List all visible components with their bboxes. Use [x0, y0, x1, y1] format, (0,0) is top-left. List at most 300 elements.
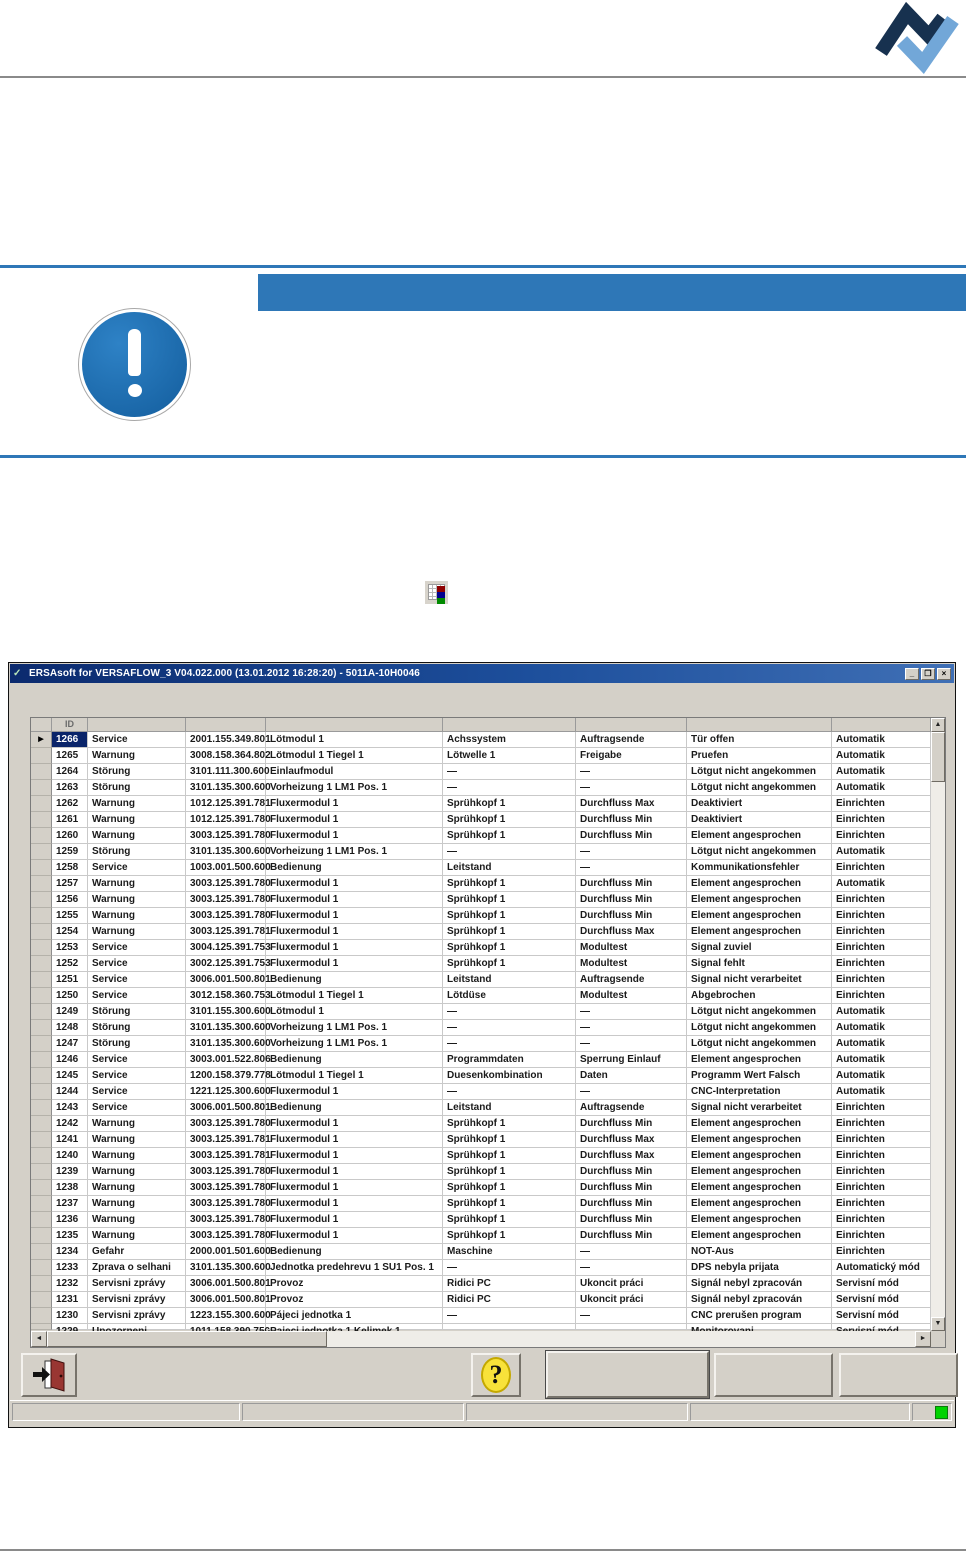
cell-id[interactable]: 1266: [52, 732, 88, 748]
row-select-marker[interactable]: [31, 1164, 52, 1180]
table-row[interactable]: [31, 1324, 931, 1330]
row-select-marker[interactable]: [31, 1068, 52, 1084]
cell-id[interactable]: 1255: [52, 908, 88, 924]
cell-message[interactable]: Element angesprochen: [687, 1116, 832, 1132]
cell-event[interactable]: Freigabe: [576, 748, 687, 764]
cell-id[interactable]: 1261: [52, 812, 88, 828]
cell-type[interactable]: Störung: [88, 1036, 186, 1052]
cell-component[interactable]: —: [443, 1260, 576, 1276]
cell-number[interactable]: 1223.155.300.600: [186, 1308, 266, 1324]
cell-type[interactable]: Service: [88, 956, 186, 972]
cell-message[interactable]: Lötgut nicht angekommen: [687, 844, 832, 860]
table-row[interactable]: [31, 1164, 931, 1180]
cell-type[interactable]: Störung: [88, 1020, 186, 1036]
cell-id[interactable]: 1246: [52, 1052, 88, 1068]
cell-event[interactable]: Modultest: [576, 956, 687, 972]
cell-component[interactable]: Sprühkopf 1: [443, 796, 576, 812]
cell-mode[interactable]: Automatik: [832, 780, 931, 796]
cell-module[interactable]: Lötmodul 1 Tiegel 1: [266, 988, 443, 1004]
table-row[interactable]: [31, 1036, 931, 1052]
cell-event[interactable]: —: [576, 1084, 687, 1100]
row-select-marker[interactable]: [31, 1004, 52, 1020]
table-row[interactable]: [31, 1260, 931, 1276]
cell-mode[interactable]: Einrichten: [832, 1244, 931, 1260]
cell-mode[interactable]: Automatik: [832, 1068, 931, 1084]
cell-type[interactable]: Störung: [88, 764, 186, 780]
cell-module[interactable]: Fluxermodul 1: [266, 892, 443, 908]
cell-module[interactable]: Fluxermodul 1: [266, 1148, 443, 1164]
horizontal-scrollbar[interactable]: [31, 1331, 931, 1347]
row-select-marker[interactable]: [31, 1180, 52, 1196]
cell-mode[interactable]: Einrichten: [832, 940, 931, 956]
table-row[interactable]: [31, 812, 931, 828]
footer-button-1[interactable]: [546, 1351, 709, 1398]
cell-message[interactable]: [687, 1324, 832, 1330]
cell-component[interactable]: —: [443, 1036, 576, 1052]
cell-number[interactable]: 3101.135.300.600: [186, 1036, 266, 1052]
cell-mode[interactable]: Einrichten: [832, 988, 931, 1004]
cell-message[interactable]: DPS nebyla prijata: [687, 1260, 832, 1276]
cell-message[interactable]: Element angesprochen: [687, 1164, 832, 1180]
cell-id[interactable]: 1254: [52, 924, 88, 940]
cell-id[interactable]: 1236: [52, 1212, 88, 1228]
row-select-marker[interactable]: [31, 924, 52, 940]
cell-mode[interactable]: Automatik: [832, 1036, 931, 1052]
cell-event[interactable]: Durchfluss Max: [576, 796, 687, 812]
cell-mode[interactable]: Einrichten: [832, 1212, 931, 1228]
cell-number[interactable]: 3003.125.391.780: [186, 876, 266, 892]
cell-module[interactable]: Vorheizung 1 LM1 Pos. 1: [266, 1036, 443, 1052]
table-row[interactable]: [31, 1276, 931, 1292]
header-number[interactable]: [186, 718, 266, 732]
cell-component[interactable]: Sprühkopf 1: [443, 1164, 576, 1180]
cell-type[interactable]: Warnung: [88, 1116, 186, 1132]
cell-component[interactable]: Sprühkopf 1: [443, 908, 576, 924]
cell-id[interactable]: 1232: [52, 1276, 88, 1292]
cell-event[interactable]: Modultest: [576, 940, 687, 956]
row-select-marker[interactable]: [31, 1260, 52, 1276]
table-row[interactable]: [31, 1308, 931, 1324]
cell-module[interactable]: Vorheizung 1 LM1 Pos. 1: [266, 780, 443, 796]
cell-component[interactable]: —: [443, 780, 576, 796]
cell-type[interactable]: Warnung: [88, 1180, 186, 1196]
cell-component[interactable]: Programmdaten: [443, 1052, 576, 1068]
cell-type[interactable]: Warnung: [88, 1132, 186, 1148]
help-button[interactable]: [471, 1353, 521, 1397]
cell-mode[interactable]: Automatik: [832, 876, 931, 892]
cell-event[interactable]: Durchfluss Min: [576, 1180, 687, 1196]
cell-id[interactable]: 1253: [52, 940, 88, 956]
cell-number[interactable]: 3002.125.391.753: [186, 956, 266, 972]
cell-module[interactable]: Bedienung: [266, 860, 443, 876]
cell-id[interactable]: 1250: [52, 988, 88, 1004]
cell-id[interactable]: 1248: [52, 1020, 88, 1036]
cell-component[interactable]: Lötdüse: [443, 988, 576, 1004]
cell-module[interactable]: Lötmodul 1: [266, 1004, 443, 1020]
cell-component[interactable]: —: [443, 1020, 576, 1036]
cell-mode[interactable]: Einrichten: [832, 1228, 931, 1244]
cell-event[interactable]: Durchfluss Min: [576, 1196, 687, 1212]
cell-event[interactable]: Auftragsende: [576, 1100, 687, 1116]
row-select-marker[interactable]: [31, 940, 52, 956]
row-select-marker[interactable]: [31, 780, 52, 796]
cell-message[interactable]: Lötgut nicht angekommen: [687, 764, 832, 780]
cell-module[interactable]: Jednotka predehrevu 1 SU1 Pos. 1: [266, 1260, 443, 1276]
cell-component[interactable]: Leitstand: [443, 1100, 576, 1116]
cell-id[interactable]: 1240: [52, 1148, 88, 1164]
table-row[interactable]: [31, 1116, 931, 1132]
table-row[interactable]: [31, 1020, 931, 1036]
cell-component[interactable]: Sprühkopf 1: [443, 1132, 576, 1148]
row-select-marker[interactable]: [31, 1308, 52, 1324]
cell-message[interactable]: Element angesprochen: [687, 1196, 832, 1212]
cell-event[interactable]: —: [576, 764, 687, 780]
cell-component[interactable]: [443, 1324, 576, 1330]
table-row[interactable]: [31, 1228, 931, 1244]
cell-type[interactable]: Servisni zprávy: [88, 1276, 186, 1292]
cell-event[interactable]: Durchfluss Min: [576, 908, 687, 924]
row-select-marker[interactable]: ▶: [31, 732, 52, 748]
cell-message[interactable]: Lötgut nicht angekommen: [687, 1036, 832, 1052]
row-select-marker[interactable]: [31, 1148, 52, 1164]
cell-event[interactable]: —: [576, 1308, 687, 1324]
row-select-marker[interactable]: [31, 1052, 52, 1068]
cell-component[interactable]: —: [443, 844, 576, 860]
header-mode[interactable]: [832, 718, 931, 732]
cell-id[interactable]: 1243: [52, 1100, 88, 1116]
cell-number[interactable]: 1003.001.500.600: [186, 860, 266, 876]
cell-id[interactable]: 1237: [52, 1196, 88, 1212]
cell-number[interactable]: 1221.125.300.600: [186, 1084, 266, 1100]
cell-mode[interactable]: Einrichten: [832, 892, 931, 908]
cell-type[interactable]: Service: [88, 1068, 186, 1084]
table-row[interactable]: [31, 828, 931, 844]
cell-event[interactable]: —: [576, 1260, 687, 1276]
cell-number[interactable]: 3003.001.522.806: [186, 1052, 266, 1068]
cell-id[interactable]: 1230: [52, 1308, 88, 1324]
row-select-marker[interactable]: [31, 796, 52, 812]
cell-event[interactable]: Durchfluss Min: [576, 876, 687, 892]
cell-event[interactable]: —: [576, 1004, 687, 1020]
cell-type[interactable]: Warnung: [88, 796, 186, 812]
cell-mode[interactable]: Servisní mód: [832, 1292, 931, 1308]
cell-id[interactable]: 1233: [52, 1260, 88, 1276]
cell-number[interactable]: 3003.125.391.781: [186, 1132, 266, 1148]
table-row[interactable]: [31, 1180, 931, 1196]
cell-component[interactable]: Ridici PC: [443, 1276, 576, 1292]
cell-type[interactable]: Service: [88, 972, 186, 988]
cell-type[interactable]: [88, 1324, 186, 1330]
cell-number[interactable]: 3006.001.500.801: [186, 1100, 266, 1116]
cell-mode[interactable]: Automatik: [832, 748, 931, 764]
scroll-left-arrow[interactable]: ◄: [31, 1331, 47, 1347]
cell-message[interactable]: Element angesprochen: [687, 828, 832, 844]
cell-id[interactable]: 1245: [52, 1068, 88, 1084]
cell-type[interactable]: Warnung: [88, 1148, 186, 1164]
cell-event[interactable]: Durchfluss Max: [576, 924, 687, 940]
cell-message[interactable]: Signal nicht verarbeitet: [687, 1100, 832, 1116]
cell-event[interactable]: Durchfluss Min: [576, 1212, 687, 1228]
cell-type[interactable]: Warnung: [88, 1212, 186, 1228]
footer-button-2[interactable]: [714, 1353, 833, 1397]
cell-type[interactable]: Gefahr: [88, 1244, 186, 1260]
cell-number[interactable]: 2001.155.349.801: [186, 732, 266, 748]
table-row[interactable]: [31, 956, 931, 972]
scroll-right-arrow[interactable]: ►: [915, 1331, 931, 1347]
horizontal-scroll-thumb[interactable]: [47, 1331, 327, 1347]
table-row[interactable]: [31, 764, 931, 780]
table-row[interactable]: [31, 892, 931, 908]
cell-number[interactable]: 3003.125.391.780: [186, 1196, 266, 1212]
cell-id[interactable]: 1260: [52, 828, 88, 844]
table-row[interactable]: [31, 1052, 931, 1068]
table-row[interactable]: [31, 972, 931, 988]
cell-type[interactable]: Service: [88, 940, 186, 956]
row-select-marker[interactable]: [31, 1292, 52, 1308]
table-row[interactable]: [31, 1100, 931, 1116]
cell-component[interactable]: Sprühkopf 1: [443, 1148, 576, 1164]
cell-number[interactable]: 1012.125.391.781: [186, 796, 266, 812]
cell-event[interactable]: —: [576, 1244, 687, 1260]
cell-component[interactable]: Leitstand: [443, 860, 576, 876]
vertical-scroll-thumb[interactable]: [931, 732, 945, 782]
cell-module[interactable]: Fluxermodul 1: [266, 1180, 443, 1196]
cell-message[interactable]: Abgebrochen: [687, 988, 832, 1004]
header-event[interactable]: [576, 718, 687, 732]
row-select-marker[interactable]: [31, 844, 52, 860]
cell-number[interactable]: 3003.125.391.780: [186, 1212, 266, 1228]
cell-event[interactable]: [576, 1324, 687, 1330]
cell-number[interactable]: 3006.001.500.801: [186, 1292, 266, 1308]
cell-type[interactable]: Warnung: [88, 1228, 186, 1244]
cell-type[interactable]: Störung: [88, 844, 186, 860]
cell-mode[interactable]: Automatik: [832, 732, 931, 748]
row-select-marker[interactable]: [31, 1100, 52, 1116]
cell-number[interactable]: 3101.135.300.600: [186, 844, 266, 860]
cell-event[interactable]: Durchfluss Min: [576, 1164, 687, 1180]
row-select-marker[interactable]: [31, 764, 52, 780]
cell-mode[interactable]: Einrichten: [832, 956, 931, 972]
row-select-marker[interactable]: [31, 1196, 52, 1212]
cell-event[interactable]: Durchfluss Min: [576, 812, 687, 828]
cell-module[interactable]: Fluxermodul 1: [266, 924, 443, 940]
cell-mode[interactable]: Einrichten: [832, 828, 931, 844]
cell-mode[interactable]: Einrichten: [832, 1180, 931, 1196]
cell-id[interactable]: 1238: [52, 1180, 88, 1196]
cell-id[interactable]: 1234: [52, 1244, 88, 1260]
table-row[interactable]: [31, 1132, 931, 1148]
table-row[interactable]: [31, 732, 931, 748]
table-row[interactable]: [31, 844, 931, 860]
row-select-marker[interactable]: [31, 892, 52, 908]
cell-number[interactable]: 3003.125.391.781: [186, 924, 266, 940]
row-select-marker[interactable]: [31, 748, 52, 764]
cell-type[interactable]: Warnung: [88, 1164, 186, 1180]
cell-event[interactable]: —: [576, 1020, 687, 1036]
cell-message[interactable]: Element angesprochen: [687, 876, 832, 892]
cell-number[interactable]: 3101.135.300.600: [186, 1260, 266, 1276]
table-row[interactable]: [31, 1068, 931, 1084]
row-select-marker[interactable]: [31, 988, 52, 1004]
cell-number[interactable]: 3003.125.391.780: [186, 1116, 266, 1132]
cell-module[interactable]: Fluxermodul 1: [266, 908, 443, 924]
cell-module[interactable]: Lötmodul 1: [266, 732, 443, 748]
cell-module[interactable]: Fluxermodul 1: [266, 812, 443, 828]
cell-module[interactable]: Fluxermodul 1: [266, 828, 443, 844]
scroll-down-arrow[interactable]: ▼: [931, 1317, 945, 1331]
row-select-marker[interactable]: [31, 828, 52, 844]
cell-id[interactable]: 1249: [52, 1004, 88, 1020]
row-select-marker[interactable]: [31, 1212, 52, 1228]
cell-id[interactable]: 1258: [52, 860, 88, 876]
cell-component[interactable]: Ridici PC: [443, 1292, 576, 1308]
cell-event[interactable]: Auftragsende: [576, 732, 687, 748]
table-row[interactable]: [31, 1084, 931, 1100]
cell-mode[interactable]: Einrichten: [832, 1116, 931, 1132]
cell-number[interactable]: 3003.125.391.780: [186, 828, 266, 844]
cell-mode[interactable]: Einrichten: [832, 1164, 931, 1180]
cell-module[interactable]: Bedienung: [266, 1052, 443, 1068]
cell-event[interactable]: Ukoncit práci: [576, 1276, 687, 1292]
table-row[interactable]: [31, 1196, 931, 1212]
header-type[interactable]: [88, 718, 186, 732]
table-row[interactable]: [31, 988, 931, 1004]
cell-module[interactable]: Fluxermodul 1: [266, 796, 443, 812]
cell-number[interactable]: 3004.125.391.753: [186, 940, 266, 956]
cell-id[interactable]: [52, 1324, 88, 1330]
cell-type[interactable]: Service: [88, 1100, 186, 1116]
cell-message[interactable]: Element angesprochen: [687, 924, 832, 940]
cell-component[interactable]: Sprühkopf 1: [443, 940, 576, 956]
cell-message[interactable]: Tür offen: [687, 732, 832, 748]
cell-mode[interactable]: Automatik: [832, 1084, 931, 1100]
cell-id[interactable]: 1264: [52, 764, 88, 780]
cell-component[interactable]: Sprühkopf 1: [443, 956, 576, 972]
cell-component[interactable]: Sprühkopf 1: [443, 812, 576, 828]
cell-event[interactable]: Sperrung Einlauf: [576, 1052, 687, 1068]
cell-message[interactable]: CNC-Interpretation: [687, 1084, 832, 1100]
cell-module[interactable]: Fluxermodul 1: [266, 1228, 443, 1244]
cell-module[interactable]: Fluxermodul 1: [266, 1196, 443, 1212]
cell-number[interactable]: 3003.125.391.780: [186, 1164, 266, 1180]
cell-message[interactable]: Signál nebyl zpracován: [687, 1292, 832, 1308]
minimize-button[interactable]: _: [905, 668, 919, 680]
header-id[interactable]: ID: [52, 718, 88, 732]
cell-mode[interactable]: Servisní mód: [832, 1308, 931, 1324]
scroll-up-arrow[interactable]: ▲: [931, 718, 945, 732]
vertical-scrollbar[interactable]: [931, 718, 945, 1331]
cell-module[interactable]: Fluxermodul 1: [266, 940, 443, 956]
cell-event[interactable]: —: [576, 844, 687, 860]
cell-module[interactable]: Fluxermodul 1: [266, 1084, 443, 1100]
cell-message[interactable]: Element angesprochen: [687, 1148, 832, 1164]
cell-mode[interactable]: Einrichten: [832, 1100, 931, 1116]
cell-module[interactable]: Pájeci jednotka 1: [266, 1308, 443, 1324]
cell-number[interactable]: 3101.135.300.600: [186, 780, 266, 796]
row-select-marker[interactable]: [31, 1036, 52, 1052]
cell-mode[interactable]: [832, 1324, 931, 1330]
row-select-marker[interactable]: [31, 1116, 52, 1132]
cell-number[interactable]: 3101.111.300.600: [186, 764, 266, 780]
titlebar[interactable]: [10, 664, 954, 683]
cell-type[interactable]: Service: [88, 1052, 186, 1068]
cell-mode[interactable]: Automatik: [832, 844, 931, 860]
cell-component[interactable]: Sprühkopf 1: [443, 1212, 576, 1228]
table-row[interactable]: [31, 780, 931, 796]
cell-mode[interactable]: Servisní mód: [832, 1276, 931, 1292]
row-select-marker[interactable]: [31, 1084, 52, 1100]
cell-id[interactable]: 1239: [52, 1164, 88, 1180]
cell-id[interactable]: 1235: [52, 1228, 88, 1244]
cell-module[interactable]: [266, 1324, 443, 1330]
exit-button[interactable]: [21, 1353, 77, 1397]
cell-message[interactable]: Element angesprochen: [687, 1132, 832, 1148]
row-select-marker[interactable]: [31, 1228, 52, 1244]
cell-event[interactable]: —: [576, 1036, 687, 1052]
cell-number[interactable]: 3003.125.391.780: [186, 908, 266, 924]
cell-mode[interactable]: Einrichten: [832, 908, 931, 924]
maximize-button[interactable]: ❐: [921, 668, 935, 680]
cell-message[interactable]: Signal nicht verarbeitet: [687, 972, 832, 988]
cell-type[interactable]: Warnung: [88, 924, 186, 940]
cell-number[interactable]: 3101.135.300.600: [186, 1020, 266, 1036]
cell-module[interactable]: Einlaufmodul: [266, 764, 443, 780]
cell-module[interactable]: Fluxermodul 1: [266, 1212, 443, 1228]
cell-id[interactable]: 1244: [52, 1084, 88, 1100]
cell-mode[interactable]: Automatik: [832, 764, 931, 780]
cell-message[interactable]: Element angesprochen: [687, 908, 832, 924]
cell-event[interactable]: —: [576, 860, 687, 876]
cell-id[interactable]: 1241: [52, 1132, 88, 1148]
cell-type[interactable]: Service: [88, 860, 186, 876]
cell-message[interactable]: Lötgut nicht angekommen: [687, 1004, 832, 1020]
cell-module[interactable]: Bedienung: [266, 1100, 443, 1116]
cell-module[interactable]: Bedienung: [266, 1244, 443, 1260]
row-select-marker[interactable]: [31, 1244, 52, 1260]
cell-event[interactable]: Ukoncit práci: [576, 1292, 687, 1308]
cell-number[interactable]: 3003.125.391.781: [186, 1148, 266, 1164]
cell-message[interactable]: Lötgut nicht angekommen: [687, 780, 832, 796]
cell-id[interactable]: 1242: [52, 1116, 88, 1132]
cell-message[interactable]: Signal zuviel: [687, 940, 832, 956]
table-row[interactable]: [31, 1292, 931, 1308]
cell-component[interactable]: —: [443, 764, 576, 780]
cell-type[interactable]: Warnung: [88, 828, 186, 844]
cell-type[interactable]: Warnung: [88, 876, 186, 892]
cell-mode[interactable]: Einrichten: [832, 1196, 931, 1212]
cell-mode[interactable]: Einrichten: [832, 812, 931, 828]
table-row[interactable]: [31, 748, 931, 764]
table-row[interactable]: [31, 1244, 931, 1260]
cell-id[interactable]: 1256: [52, 892, 88, 908]
cell-event[interactable]: Durchfluss Min: [576, 1116, 687, 1132]
cell-component[interactable]: —: [443, 1084, 576, 1100]
cell-module[interactable]: Provoz: [266, 1276, 443, 1292]
cell-component[interactable]: Sprühkopf 1: [443, 828, 576, 844]
row-select-marker[interactable]: [31, 956, 52, 972]
cell-mode[interactable]: Automatický mód: [832, 1260, 931, 1276]
cell-number[interactable]: 3006.001.500.801: [186, 972, 266, 988]
cell-component[interactable]: Leitstand: [443, 972, 576, 988]
cell-type[interactable]: Service: [88, 1084, 186, 1100]
table-row[interactable]: [31, 796, 931, 812]
cell-type[interactable]: Warnung: [88, 812, 186, 828]
cell-number[interactable]: 3012.158.360.753: [186, 988, 266, 1004]
cell-mode[interactable]: Einrichten: [832, 972, 931, 988]
cell-id[interactable]: 1265: [52, 748, 88, 764]
cell-mode[interactable]: Automatik: [832, 1052, 931, 1068]
cell-message[interactable]: Lötgut nicht angekommen: [687, 1020, 832, 1036]
